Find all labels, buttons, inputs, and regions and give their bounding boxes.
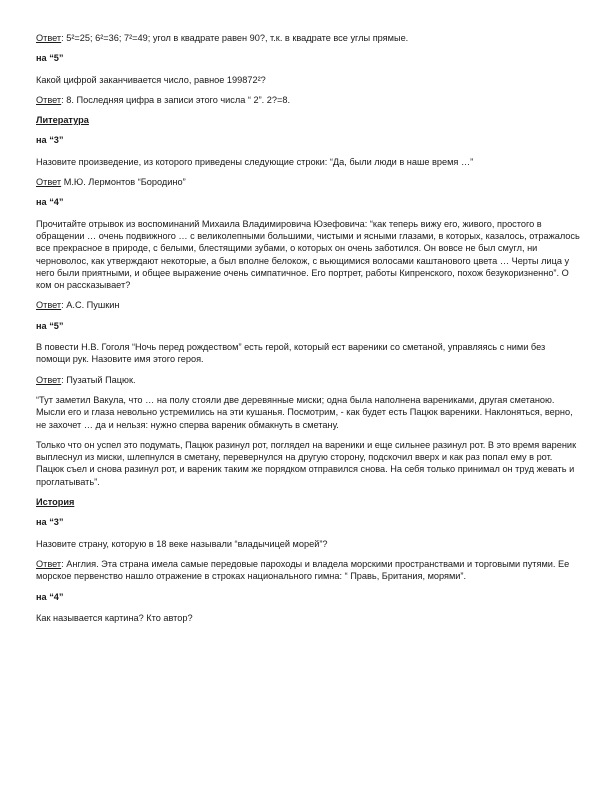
answer-label: Ответ <box>36 558 62 569</box>
math-answer-1 <box>36 32 580 44</box>
answer-text: : Англия. Эта страна имела самые передовые пароходы и владела морскими пространствами и торговыми путями. Ее морское первенство нашло отражение в строках национального гимна: “ Правь, Британия, морями”. <box>36 558 570 582</box>
answer-label: Ответ <box>36 374 62 385</box>
document-page <box>36 32 580 632</box>
grade-5-math: на “5” <box>36 53 64 64</box>
grade-4-literature: на “4” <box>36 197 64 208</box>
math-question-5: Какой цифрой заканчивается число, равное 199872²? <box>36 74 266 85</box>
answer-text: : А.С. Пушкин <box>61 300 120 311</box>
grade-4-history: на “4” <box>36 591 64 602</box>
answer-label: Ответ <box>36 33 62 43</box>
grade-3-history: на “3” <box>36 517 64 528</box>
literature-question-4: Прочитайте отрывок из воспоминаний Михаила Владимировича Юзефовича: “как теперь вижу его, живого, простого в обращении … очень подвижного … с великолепными большими, чистыми и ясными глазами, в которых, казалось, отражалось все прекрасное в природе, с белыми, блестящими зубами, о которых он очень заботился. Он вовсе не был смугл, ни черноволос, как утверждают некоторые, а был вполне белокож, с вьющимися волосами каштанового цвета … Черты лица у него были приятными, и общее выражение очень симпатичное. Его портрет, работы Кипренского, похож безукоризненно”. О ком он рассказывает? <box>36 218 580 291</box>
literature-question-5: В повести Н.В. Гоголя “Ночь перед рождеством” есть герой, который ест вареники со сметаной, управляясь с ними без помощи рук. Назовите имя этого героя. <box>36 342 546 365</box>
history-question-4: Как называется картина? Кто автор? <box>36 612 193 623</box>
history-answer-3 <box>36 558 580 583</box>
answer-label: Ответ <box>36 94 62 105</box>
answer-label: Ответ <box>36 300 62 311</box>
literature-quote-1: “Тут заметил Вакула, что … на полу стояли две деревянные миски; одна была наполнена варениками, другая сметаною. Мысли его и глаза невольно устремились на эти кушанья. Посмотрим, - как будет есть Пацюк вареники. Наклоняться, верно, не захочет … да и нельзя: нужно сперва вареник обмакнуть в сметану. <box>36 394 573 430</box>
section-title-history: История <box>36 497 75 508</box>
grade-3-literature: на “3” <box>36 135 64 146</box>
literature-answer-5 <box>36 374 580 386</box>
grade-5-literature: на “5” <box>36 320 64 331</box>
history-question-3: Назовите страну, которую в 18 веке называли “владычицей морей”? <box>36 538 328 549</box>
answer-label: Ответ <box>36 177 62 188</box>
literature-question-3: Назовите произведение, из которого приведены следующие строки: “Да, были люди в наше время …” <box>36 156 474 167</box>
math-answer-5 <box>36 94 580 106</box>
answer-text: : 5²=25; 6²=36; 7²=49; угол в квадрате равен 90?, т.к. в квадрате все углы прямые. <box>61 33 409 43</box>
answer-text: М.Ю. Лермонтов “Бородино” <box>61 177 186 188</box>
literature-answer-3 <box>36 176 580 188</box>
section-title-literature: Литература <box>36 115 89 126</box>
answer-text: : Пузатый Пацюк. <box>61 374 136 385</box>
literature-answer-4 <box>36 299 580 311</box>
literature-quote-2: Только что он успел это подумать, Пацюк разинул рот, поглядел на вареники и еще сильнее разинул рот. В это время вареник выплеснул из миски, шлепнулся в сметану, перевернулся на другую сторону, подскочил вверх и как раз попал ему в рот. Пацюк съел и снова разинул рот, и вареник таким же порядком отправился снова. На себя только принимал он труд жевать и проглатывать”. <box>36 439 577 487</box>
answer-text: : 8. Последняя цифра в записи этого числа “ 2”. 2?=8. <box>61 94 291 105</box>
